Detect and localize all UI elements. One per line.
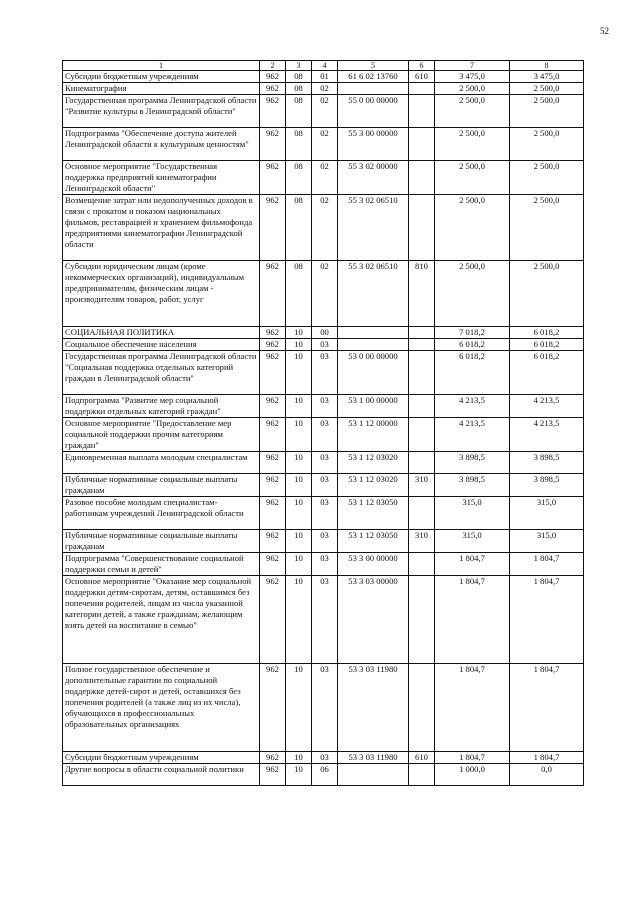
table-header-row	[63, 61, 584, 71]
subsection-cell: 02	[312, 261, 338, 327]
subsection-cell: 03	[312, 497, 338, 530]
amount-cell: 3 475,0	[435, 71, 510, 83]
subsection-cell: 02	[312, 128, 338, 161]
section-cell: 08	[286, 261, 312, 327]
expense-type-cell	[409, 327, 435, 339]
amount-cell: 1 804,7	[435, 576, 510, 664]
table-row	[63, 83, 584, 95]
section-cell: 08	[286, 161, 312, 195]
row-name-cell: Публичные нормативные социальные выплаты гражданам	[63, 474, 260, 497]
table-row	[63, 497, 584, 530]
amount-cell: 3 898,5	[435, 474, 510, 497]
column-header: 3	[286, 61, 312, 71]
expense-type-cell: 610	[409, 71, 435, 83]
amount-cell: 2 500,0	[510, 261, 584, 327]
subsection-cell: 02	[312, 195, 338, 261]
expense-type-cell: 810	[409, 261, 435, 327]
amount-cell: 315,0	[510, 497, 584, 530]
row-name-cell: Единовременная выплата молодым специалистам	[63, 452, 260, 474]
amount-cell: 2 500,0	[510, 161, 584, 195]
code-cell: 962	[260, 664, 286, 752]
amount-cell: 1 804,7	[510, 664, 584, 752]
expense-type-cell	[409, 83, 435, 95]
section-cell: 10	[286, 764, 312, 786]
target-article-cell: 53 3 00 00000	[338, 553, 409, 576]
budget-table	[62, 60, 584, 786]
target-article-cell: 53 0 00 00000	[338, 351, 409, 395]
amount-cell: 3 898,5	[435, 452, 510, 474]
code-cell: 962	[260, 71, 286, 83]
target-article-cell: 55 3 02 06510	[338, 261, 409, 327]
row-name-cell: Социальное обеспечение населения	[63, 339, 260, 351]
section-cell: 10	[286, 395, 312, 418]
amount-cell: 1 804,7	[435, 553, 510, 576]
table-row	[63, 339, 584, 351]
amount-cell: 1 804,7	[510, 576, 584, 664]
code-cell: 962	[260, 553, 286, 576]
expense-type-cell	[409, 576, 435, 664]
section-cell: 10	[286, 339, 312, 351]
row-name-cell: Основное мероприятие "Государственная поддержка предприятий кинематографии Ленинградской области"	[63, 161, 260, 195]
amount-cell: 2 500,0	[510, 83, 584, 95]
subsection-cell: 02	[312, 95, 338, 128]
expense-type-cell	[409, 339, 435, 351]
code-cell: 962	[260, 418, 286, 452]
row-name-cell: Субсидии юридическим лицам (кроме некоммерческих организаций), индивидуальным предпринимателям, физическим лицам - производителям товаров, работ, услуг	[63, 261, 260, 327]
code-cell: 962	[260, 195, 286, 261]
target-article-cell	[338, 339, 409, 351]
column-header: 8	[510, 61, 584, 71]
table-row	[63, 161, 584, 195]
section-cell: 10	[286, 418, 312, 452]
target-article-cell	[338, 327, 409, 339]
amount-cell: 1 804,7	[510, 752, 584, 764]
row-name-cell: Государственная программа Ленинградской области "Социальная поддержка отдельных категорий граждан в Ленинградской области"	[63, 351, 260, 395]
table-row	[63, 128, 584, 161]
column-header: 2	[260, 61, 286, 71]
section-cell: 10	[286, 530, 312, 553]
table-row	[63, 764, 584, 786]
code-cell: 962	[260, 261, 286, 327]
subsection-cell: 01	[312, 71, 338, 83]
section-cell: 08	[286, 83, 312, 95]
code-cell: 962	[260, 764, 286, 786]
amount-cell: 6 018,2	[510, 339, 584, 351]
amount-cell: 3 475,0	[510, 71, 584, 83]
row-name-cell: Кинематография	[63, 83, 260, 95]
page-number: 52	[600, 26, 609, 36]
subsection-cell: 03	[312, 664, 338, 752]
target-article-cell: 55 0 00 00000	[338, 95, 409, 128]
amount-cell: 1 804,7	[510, 553, 584, 576]
expense-type-cell: 310	[409, 474, 435, 497]
subsection-cell: 03	[312, 351, 338, 395]
code-cell: 962	[260, 497, 286, 530]
code-cell: 962	[260, 95, 286, 128]
amount-cell: 6 018,2	[510, 351, 584, 395]
row-name-cell: Субсидии бюджетным учреждениям	[63, 71, 260, 83]
row-name-cell: Подпрограмма "Обеспечение доступа жителей Ленинградской области к культурным ценностям"	[63, 128, 260, 161]
row-name-cell: Разовое пособие молодым специалистам-работникам учреждений Ленинградской области	[63, 497, 260, 530]
section-cell: 08	[286, 71, 312, 83]
target-article-cell: 55 3 02 00000	[338, 161, 409, 195]
table-row	[63, 530, 584, 553]
expense-type-cell	[409, 95, 435, 128]
subsection-cell: 03	[312, 474, 338, 497]
expense-type-cell	[409, 395, 435, 418]
target-article-cell: 55 3 00 00000	[338, 128, 409, 161]
section-cell: 10	[286, 327, 312, 339]
section-cell: 10	[286, 474, 312, 497]
table-row	[63, 418, 584, 452]
section-cell: 10	[286, 752, 312, 764]
code-cell: 962	[260, 327, 286, 339]
subsection-cell: 03	[312, 576, 338, 664]
table-row	[63, 395, 584, 418]
table-row	[63, 261, 584, 327]
amount-cell: 6 018,2	[435, 351, 510, 395]
expense-type-cell	[409, 128, 435, 161]
target-article-cell: 53 1 00 00000	[338, 395, 409, 418]
row-name-cell: Основное мероприятие "Предоставление мер социальной поддержки прочим категориям граждан"	[63, 418, 260, 452]
target-article-cell: 53 1 12 03050	[338, 530, 409, 553]
subsection-cell: 03	[312, 395, 338, 418]
amount-cell: 2 500,0	[435, 128, 510, 161]
subsection-cell: 03	[312, 452, 338, 474]
amount-cell: 3 898,5	[510, 452, 584, 474]
amount-cell: 1 804,7	[435, 752, 510, 764]
code-cell: 962	[260, 530, 286, 553]
row-name-cell: Основное мероприятие "Оказание мер социальной поддержки детям-сиротам, детям, оставшимся без попечения родителей, лицам из числа указанной категории детей, а также гражданам, желающим взять детей на воспитание в семью"	[63, 576, 260, 664]
amount-cell: 6 018,2	[435, 339, 510, 351]
subsection-cell: 03	[312, 418, 338, 452]
expense-type-cell	[409, 764, 435, 786]
code-cell: 962	[260, 128, 286, 161]
amount-cell: 315,0	[435, 530, 510, 553]
target-article-cell: 53 3 03 00000	[338, 576, 409, 664]
row-name-cell: Подпрограмма "Совершенствование социальной поддержки семьи и детей"	[63, 553, 260, 576]
expense-type-cell	[409, 418, 435, 452]
table-row	[63, 95, 584, 128]
target-article-cell: 53 1 12 03050	[338, 497, 409, 530]
section-cell: 10	[286, 452, 312, 474]
amount-cell: 7 018,2	[435, 327, 510, 339]
code-cell: 962	[260, 576, 286, 664]
amount-cell: 3 898,5	[510, 474, 584, 497]
expense-type-cell	[409, 161, 435, 195]
amount-cell: 2 500,0	[435, 95, 510, 128]
section-cell: 10	[286, 497, 312, 530]
expense-type-cell	[409, 351, 435, 395]
amount-cell: 2 500,0	[435, 261, 510, 327]
table-row	[63, 452, 584, 474]
column-header: 4	[312, 61, 338, 71]
code-cell: 962	[260, 83, 286, 95]
column-header: 5	[338, 61, 409, 71]
subsection-cell: 03	[312, 752, 338, 764]
section-cell: 08	[286, 195, 312, 261]
expense-type-cell: 610	[409, 752, 435, 764]
expense-type-cell	[409, 553, 435, 576]
amount-cell: 2 500,0	[435, 161, 510, 195]
section-cell: 08	[286, 95, 312, 128]
amount-cell: 1 000,0	[435, 764, 510, 786]
expense-type-cell	[409, 497, 435, 530]
section-cell: 10	[286, 351, 312, 395]
section-cell: 10	[286, 553, 312, 576]
row-name-cell: Публичные нормативные социальные выплаты гражданам	[63, 530, 260, 553]
target-article-cell: 53 1 12 00000	[338, 418, 409, 452]
amount-cell: 6 018,2	[510, 327, 584, 339]
table-row	[63, 752, 584, 764]
row-name-cell: СОЦИАЛЬНАЯ ПОЛИТИКА	[63, 327, 260, 339]
code-cell: 962	[260, 351, 286, 395]
target-article-cell	[338, 764, 409, 786]
amount-cell: 2 500,0	[510, 95, 584, 128]
table-row	[63, 71, 584, 83]
column-header: 6	[409, 61, 435, 71]
table-row	[63, 664, 584, 752]
target-article-cell: 61 6 02 13760	[338, 71, 409, 83]
amount-cell: 4 213,5	[510, 418, 584, 452]
row-name-cell: Возмещение затрат или недополученных доходов в связи с прокатом и показом национальных фильмов, реставрацией и хранением фильмофонда предприятиями кинематографии Ленинградской области	[63, 195, 260, 261]
code-cell: 962	[260, 752, 286, 764]
target-article-cell: 53 1 12 03020	[338, 452, 409, 474]
amount-cell: 4 213,5	[435, 395, 510, 418]
row-name-cell: Государственная программа Ленинградской области "Развитие культуры в Ленинградской области"	[63, 95, 260, 128]
subsection-cell: 03	[312, 553, 338, 576]
amount-cell: 0,0	[510, 764, 584, 786]
code-cell: 962	[260, 395, 286, 418]
expense-type-cell	[409, 195, 435, 261]
subsection-cell: 03	[312, 530, 338, 553]
row-name-cell: Другие вопросы в области социальной политики	[63, 764, 260, 786]
amount-cell: 2 500,0	[435, 83, 510, 95]
table-row	[63, 576, 584, 664]
column-header: 1	[63, 61, 260, 71]
column-header: 7	[435, 61, 510, 71]
subsection-cell: 02	[312, 161, 338, 195]
target-article-cell: 53 3 03 11980	[338, 664, 409, 752]
section-cell: 10	[286, 576, 312, 664]
code-cell: 962	[260, 474, 286, 497]
subsection-cell: 03	[312, 339, 338, 351]
amount-cell: 2 500,0	[510, 195, 584, 261]
subsection-cell: 02	[312, 83, 338, 95]
expense-type-cell: 310	[409, 530, 435, 553]
row-name-cell: Подпрограмма "Развитие мер социальной поддержки отдельных категорий граждан"	[63, 395, 260, 418]
table-row	[63, 474, 584, 497]
section-cell: 08	[286, 128, 312, 161]
table-row	[63, 195, 584, 261]
code-cell: 962	[260, 452, 286, 474]
subsection-cell: 06	[312, 764, 338, 786]
table-row	[63, 351, 584, 395]
target-article-cell	[338, 83, 409, 95]
amount-cell: 315,0	[435, 497, 510, 530]
code-cell: 962	[260, 339, 286, 351]
target-article-cell: 53 1 12 03020	[338, 474, 409, 497]
row-name-cell: Полное государственное обеспечение и дополнительные гарантии по социальной поддержке детей-сирот и детей, оставшихся без попечения родителей (а также лиц из их числа), обучающихся в профессиональных образовательных организациях	[63, 664, 260, 752]
amount-cell: 4 213,5	[435, 418, 510, 452]
table-row	[63, 553, 584, 576]
subsection-cell: 00	[312, 327, 338, 339]
section-cell: 10	[286, 664, 312, 752]
amount-cell: 4 213,5	[510, 395, 584, 418]
expense-type-cell	[409, 664, 435, 752]
amount-cell: 2 500,0	[435, 195, 510, 261]
target-article-cell: 53 3 03 11980	[338, 752, 409, 764]
code-cell: 962	[260, 161, 286, 195]
target-article-cell: 55 3 02 06510	[338, 195, 409, 261]
table-row	[63, 327, 584, 339]
amount-cell: 1 804,7	[435, 664, 510, 752]
row-name-cell: Субсидии бюджетным учреждениям	[63, 752, 260, 764]
expense-type-cell	[409, 452, 435, 474]
amount-cell: 2 500,0	[510, 128, 584, 161]
amount-cell: 315,0	[510, 530, 584, 553]
